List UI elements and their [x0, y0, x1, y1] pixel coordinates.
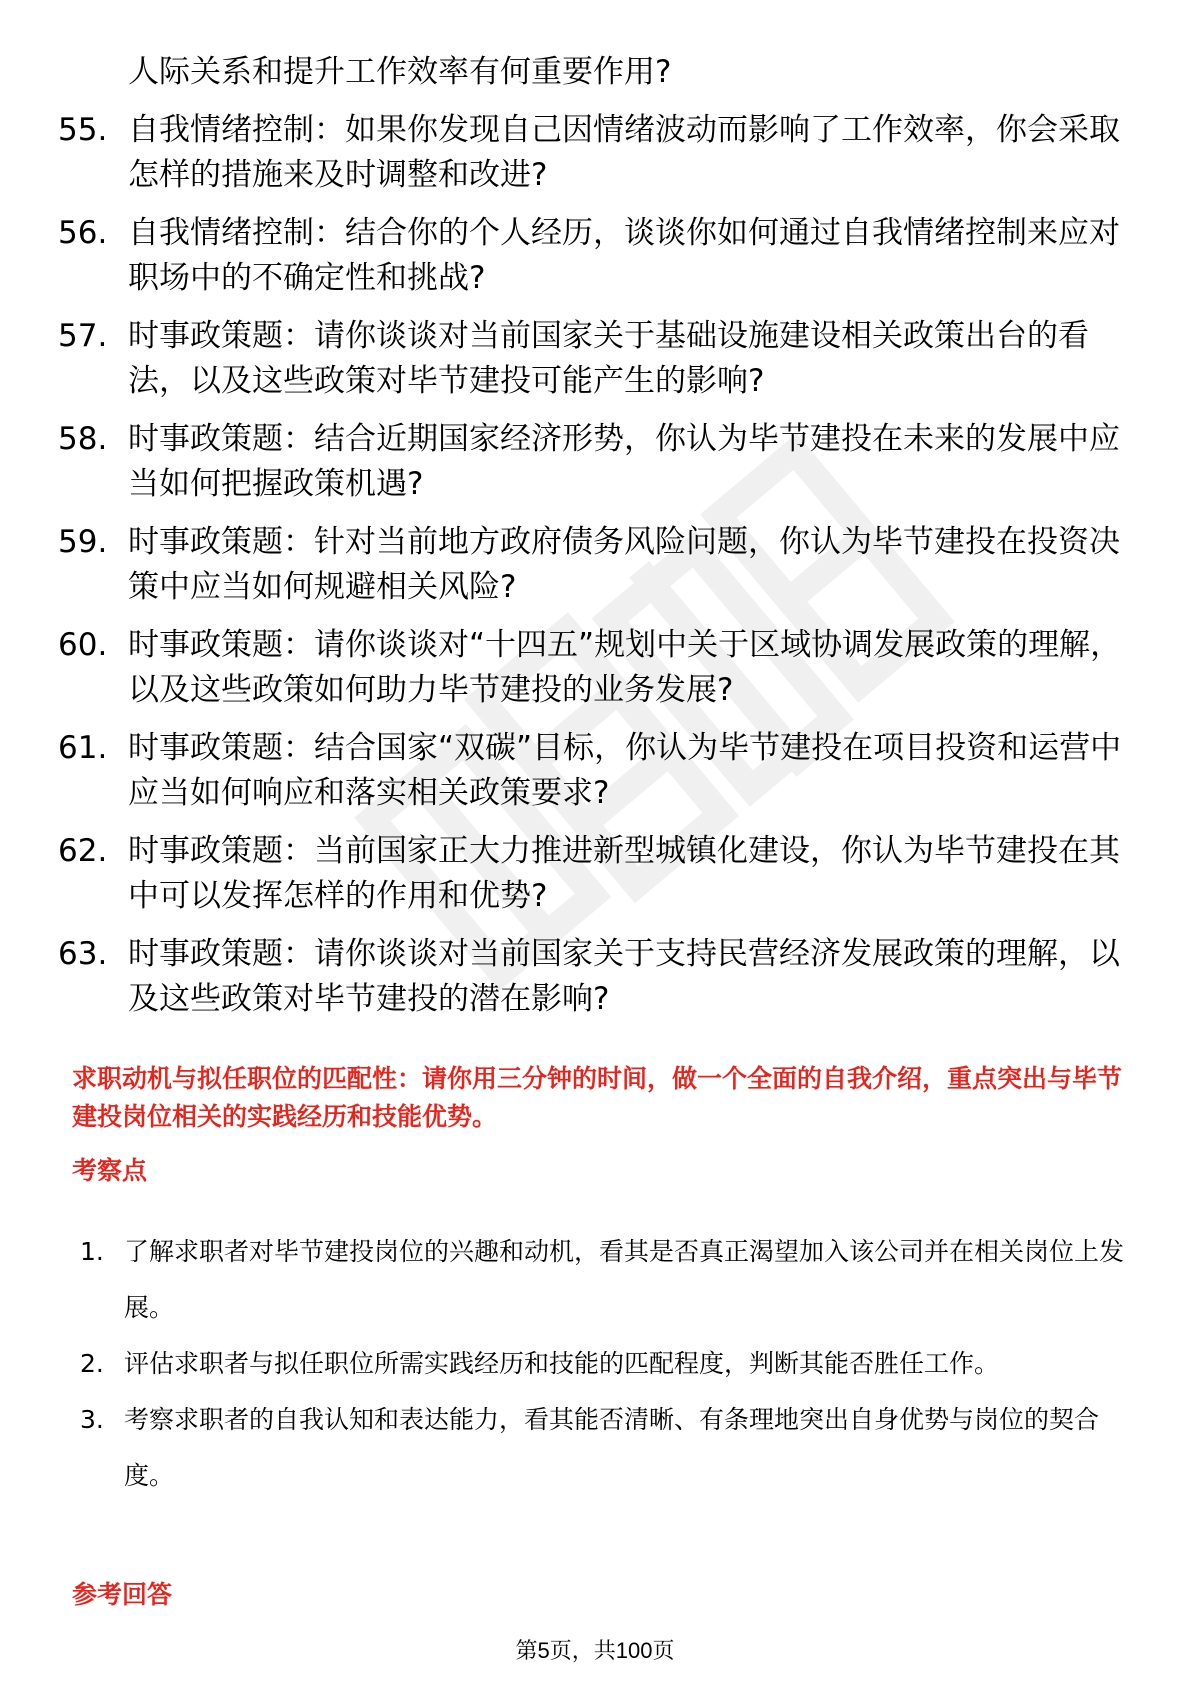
point-list — [80, 1224, 1130, 1504]
question-number: 56. — [58, 215, 108, 251]
question-text: 时事政策题：请你谈谈对“十四五”规划中关于区域协调发展政策的理解，以及这些政策如何助力毕节建投的业务发展? — [128, 627, 1122, 708]
question-item — [58, 520, 1138, 610]
question-text: 时事政策题：针对当前地方政府债务风险问题，你认为毕节建投在投资决策中应当如何规避相关风险? — [128, 524, 1120, 605]
point-number: 1. — [80, 1237, 104, 1266]
point-text: 考察求职者的自我认知和表达能力，看其能否清晰、有条理地突出自身优势与岗位的契合度。 — [124, 1405, 1100, 1490]
question-number: 61. — [58, 730, 108, 766]
question-text: 时事政策题：请你谈谈对当前国家关于支持民营经济发展政策的理解，以及这些政策对毕节建投的潜在影响? — [128, 936, 1120, 1017]
point-text: 了解求职者对毕节建投岗位的兴趣和动机，看其是否真正渴望加入该公司并在相关岗位上发展。 — [124, 1237, 1125, 1322]
question-text: 时事政策题：请你谈谈对当前国家关于基础设施建设相关政策出台的看法，以及这些政策对毕节建投可能产生的影响? — [128, 318, 1089, 399]
question-text: 时事政策题：结合近期国家经济形势，你认为毕节建投在未来的发展中应当如何把握政策机遇? — [128, 421, 1120, 502]
question-item — [58, 932, 1138, 1022]
question-item — [58, 417, 1138, 507]
point-item — [80, 1224, 1130, 1336]
question-number: 63. — [58, 936, 108, 972]
point-number: 2. — [80, 1349, 104, 1378]
question-number: 55. — [58, 112, 108, 148]
question-text: 自我情绪控制：结合你的个人经历，谈谈你如何通过自我情绪控制来应对职场中的不确定性和挑战? — [128, 215, 1120, 296]
point-item — [80, 1392, 1130, 1504]
question-number: 60. — [58, 627, 108, 663]
question-item — [58, 314, 1138, 404]
question-number: 62. — [58, 833, 108, 869]
kaochadian-heading: 考察点 — [72, 1156, 148, 1185]
question-number: 58. — [58, 421, 108, 457]
section-heading: 求职动机与拟任职位的匹配性：请你用三分钟的时间，做一个全面的自我介绍，重点突出与毕节建投岗位相关的实践经历和技能优势。 — [72, 1064, 1123, 1131]
question-text: 自我情绪控制：如果你发现自己因情绪波动而影响了工作效率，你会采取怎样的措施来及时调整和改进? — [128, 112, 1120, 193]
question-item — [58, 623, 1138, 713]
question-item — [58, 211, 1138, 301]
point-text: 评估求职者与拟任职位所需实践经历和技能的匹配程度，判断其能否胜任工作。 — [124, 1349, 1000, 1378]
question-number: 57. — [58, 318, 108, 354]
page-footer: 第5页，共100页 — [515, 1638, 675, 1663]
question-text: 时事政策题：当前国家正大力推进新型城镇化建设，你认为毕节建投在其中可以发挥怎样的作用和优势? — [128, 833, 1120, 914]
question-continuation — [58, 50, 1138, 95]
question-item — [58, 108, 1138, 198]
answer-heading: 参考回答 — [72, 1580, 173, 1609]
question-continuation-text: 人际关系和提升工作效率有何重要作用? — [128, 54, 672, 90]
question-item — [58, 829, 1138, 919]
question-number: 59. — [58, 524, 108, 560]
point-item — [80, 1336, 1130, 1392]
question-list — [58, 50, 1138, 1035]
point-number: 3. — [80, 1405, 104, 1434]
question-text: 时事政策题：结合国家“双碳”目标，你认为毕节建投在项目投资和运营中应当如何响应和落实相关政策要求? — [128, 730, 1122, 811]
question-item — [58, 726, 1138, 816]
